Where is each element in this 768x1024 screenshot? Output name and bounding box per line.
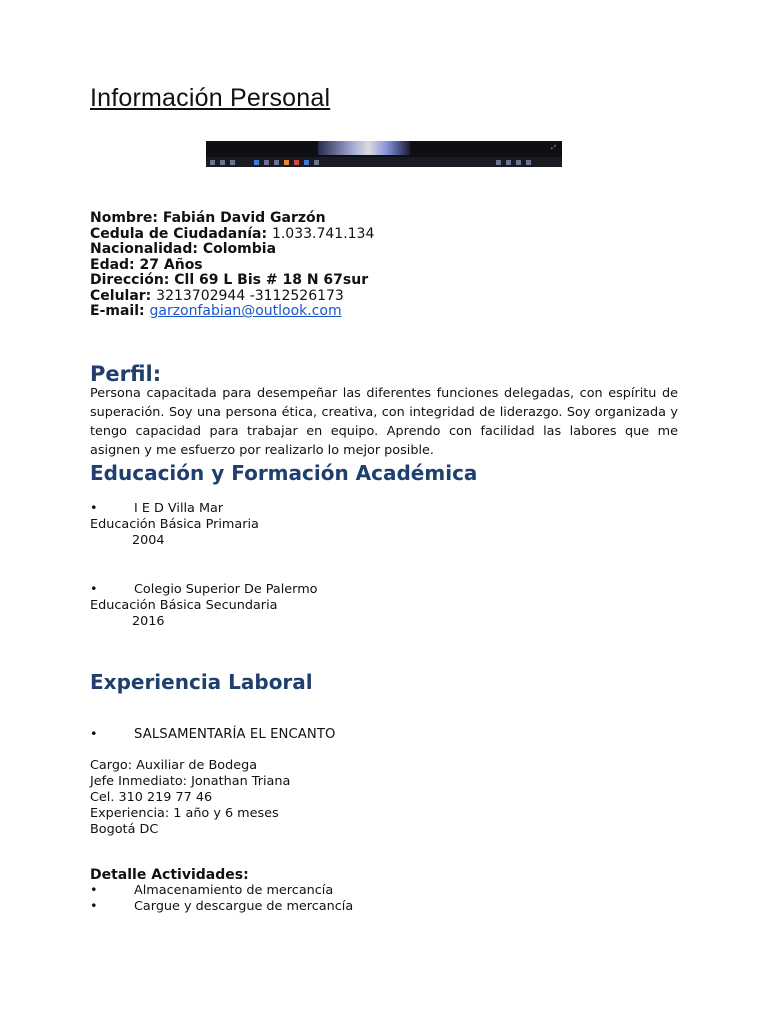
education-item — [90, 501, 259, 549]
app-icon — [304, 160, 309, 165]
experience-heading: Experiencia Laboral — [90, 670, 313, 694]
job-phone: Cel. 310 219 77 46 — [90, 790, 213, 805]
bullet: • — [90, 883, 98, 898]
id-row — [90, 227, 374, 243]
tray-icon — [516, 160, 521, 165]
education-level: Educación Básica Primaria — [90, 517, 259, 532]
app-icon — [274, 160, 279, 165]
screen-glow — [318, 141, 410, 155]
email-link[interactable]: garzonfabian@outlook.com — [149, 303, 342, 319]
page-title: Información Personal — [90, 84, 331, 112]
education-year: 2004 — [132, 533, 165, 548]
tray-icon — [506, 160, 511, 165]
name-label: Nombre: — [90, 210, 158, 226]
address-value: Cll 69 L Bis # 18 N 67sur — [174, 272, 369, 288]
embedded-screenshot-image — [206, 141, 562, 167]
age-row — [90, 258, 374, 274]
app-icon — [254, 160, 259, 165]
bullet: • — [90, 727, 98, 742]
perfil-heading: Perfil: — [90, 362, 162, 386]
job-details — [90, 758, 290, 838]
tray-icon — [526, 160, 531, 165]
phone-row — [90, 289, 374, 305]
search-icon — [220, 160, 225, 165]
school-name: I E D Villa Mar — [134, 501, 224, 516]
taskview-icon — [230, 160, 235, 165]
activity-item: Almacenamiento de mercancía — [134, 883, 334, 898]
education-heading: Educación y Formación Académica — [90, 461, 478, 485]
nationality-row — [90, 242, 374, 258]
job-position: Cargo: Auxiliar de Bodega — [90, 758, 258, 773]
activity-item: Cargue y descargue de mercancía — [134, 899, 354, 914]
phone-value: 3213702944 -3112526173 — [156, 287, 344, 304]
app-icon — [294, 160, 299, 165]
id-label: Cedula de Ciudadanía: — [90, 225, 268, 242]
app-icon — [284, 160, 289, 165]
address-row — [90, 273, 374, 289]
activities-heading: Detalle Actividades: — [90, 867, 249, 883]
job-location: Bogotá DC — [90, 822, 159, 837]
name-row — [90, 211, 374, 227]
personal-info — [90, 211, 374, 320]
education-item — [90, 582, 318, 630]
education-level: Educación Básica Secundaria — [90, 598, 278, 613]
job-supervisor: Jefe Inmediato: Jonathan Triana — [90, 774, 291, 789]
phone-label: Celular: — [90, 287, 152, 304]
school-name: Colegio Superior De Palermo — [134, 582, 318, 597]
windows-icon — [210, 160, 215, 165]
company-row — [90, 727, 336, 743]
bullet: • — [90, 501, 98, 516]
id-value: 1.033.741.134 — [271, 225, 375, 242]
taskbar — [206, 157, 562, 167]
app-icon — [314, 160, 319, 165]
tray-icon — [496, 160, 501, 165]
age-value: 27 Años — [139, 256, 203, 273]
company-name: SALSAMENTARÍA EL ENCANTO — [134, 727, 336, 742]
address-label: Dirección: — [90, 272, 170, 288]
perfil-text: Persona capacitada para desempeñar las diferentes funciones delegadas, con espíritu de superación. Soy una persona ética, creativa, con integridad de liderazgo. Soy organizada y tengo capacidad para trabajar en equipo. Aprendo con facilidad las labores que me asignen y me esfuerzo por realizarlo lo mejor posible. — [90, 386, 678, 458]
bullet: • — [90, 899, 98, 914]
email-label: E-mail: — [90, 303, 145, 319]
name-value: Fabián David Garzón — [162, 210, 326, 226]
app-icon — [264, 160, 269, 165]
nationality-label: Nacionalidad: — [90, 241, 198, 257]
nationality-value: Colombia — [202, 241, 277, 257]
expand-icon: ⤢ — [551, 144, 556, 151]
age-label: Edad: — [90, 256, 135, 273]
bullet: • — [90, 582, 98, 597]
email-row — [90, 304, 374, 320]
education-year: 2016 — [132, 614, 165, 629]
activities — [90, 867, 353, 915]
job-duration: Experiencia: 1 año y 6 meses — [90, 806, 279, 821]
